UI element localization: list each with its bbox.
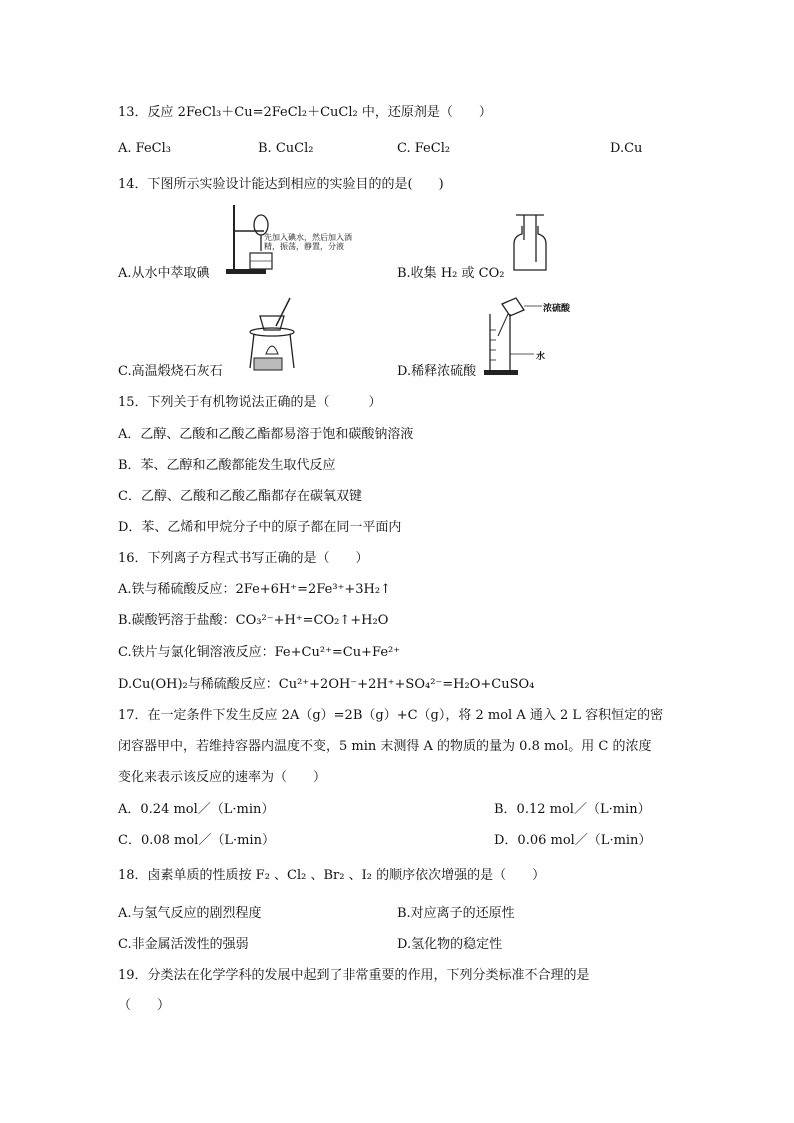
q14-option-b: B.收集 H₂ 或 CO₂ [397,266,505,281]
figure-extraction-apparatus [224,203,354,275]
q17-stem-line2: 闭容器甲中，若维持容器内温度不变，5 min 末测得 A 的物质的量为 0.8 mol。用 C 的浓度 [118,739,652,754]
label-water: 水 [536,352,546,362]
q14-option-c: C.高温煅烧石灰石 [118,364,223,379]
q16-option-b: B.碳酸钙溶于盐酸：CO₃²⁻+H⁺=CO₂↑+H₂O [118,613,389,628]
q14-option-d: D.稀释浓硫酸 [397,364,477,379]
extraction-note: 先加入碘水，然后加入酒精，振荡，静置，分液 [264,233,352,251]
q16-stem: 16．下列离子方程式书写正确的是（ ） [118,551,369,566]
q18-stem: 18．卤素单质的性质按 F₂ 、Cl₂ 、Br₂ 、I₂ 的顺序依次增强的是（ ） [118,868,546,883]
q17-stem-line3: 变化来表示该反应的速率为（ ） [118,770,327,785]
q17-stem-line1: 17．在一定条件下发生反应 2A（g）=2B（g）+C（g），将 2 mol A 通入 2 L 容积恒定的密 [118,708,664,723]
q13-option-c: C. FeCl₂ [397,141,451,156]
q18-option-a: A.与氢气反应的剧烈程度 [118,906,262,921]
q18-option-c: C.非金属活泼性的强弱 [118,937,249,952]
q13-option-d: D.Cu [610,141,643,156]
q16-option-a: A.铁与稀硫酸反应：2Fe+6H⁺=2Fe³⁺+3H₂↑ [118,582,392,597]
label-concentrated-acid: 浓硫酸 [543,304,571,314]
q15-option-a: A．乙醇、乙酸和乙酸乙酯都易溶于饱和碳酸钠溶液 [118,427,414,442]
figure-crucible-heating [240,296,304,376]
q18-option-d: D.氢化物的稳定性 [397,937,503,952]
figure-dilution-cylinder [480,294,590,378]
q19-stem-line2: （ ） [118,998,171,1013]
q15-option-d: D．苯、乙烯和甲烷分子中的原子都在同一平面内 [118,520,402,535]
q17-option-b: B．0.12 mol／（L·min） [494,802,651,817]
q13-option-b: B. CuCl₂ [258,141,314,156]
q15-option-c: C．乙醇、乙酸和乙酸乙酯都存在碳氧双键 [118,489,362,504]
q15-option-b: B．苯、乙醇和乙酸都能发生取代反应 [118,458,336,473]
q17-option-d: D．0.06 mol／（L·min） [494,833,652,848]
q16-option-d: D.Cu(OH)₂与稀硫酸反应：Cu²⁺+2OH⁻+2H⁺+SO₄²⁻=H₂O+CuSO₄ [118,677,535,692]
figure-gas-collection-bottle [510,212,550,274]
q13-option-a: A. FeCl₃ [118,141,171,156]
q16-option-c: C.铁片与氯化铜溶液反应：Fe+Cu²⁺=Cu+Fe²⁺ [118,645,401,660]
q14-option-a: A.从水中萃取碘 [118,266,210,281]
q19-stem-line1: 19．分类法在化学学科的发展中起到了非常重要的作用，下列分类标准不合理的是 [118,968,590,983]
q15-stem: 15．下列关于有机物说法正确的是（ ） [118,395,382,410]
q17-option-a: A．0.24 mol／（L·min） [118,802,275,817]
q18-option-b: B.对应离子的还原性 [397,906,515,921]
q14-stem: 14．下图所示实验设计能达到相应的实验目的的是( ) [118,177,444,192]
q17-option-c: C．0.08 mol／（L·min） [118,833,275,848]
q13-stem: 13．反应 2FeCl₃＋Cu=2FeCl₂＋CuCl₂ 中，还原剂是（ ） [118,105,492,120]
